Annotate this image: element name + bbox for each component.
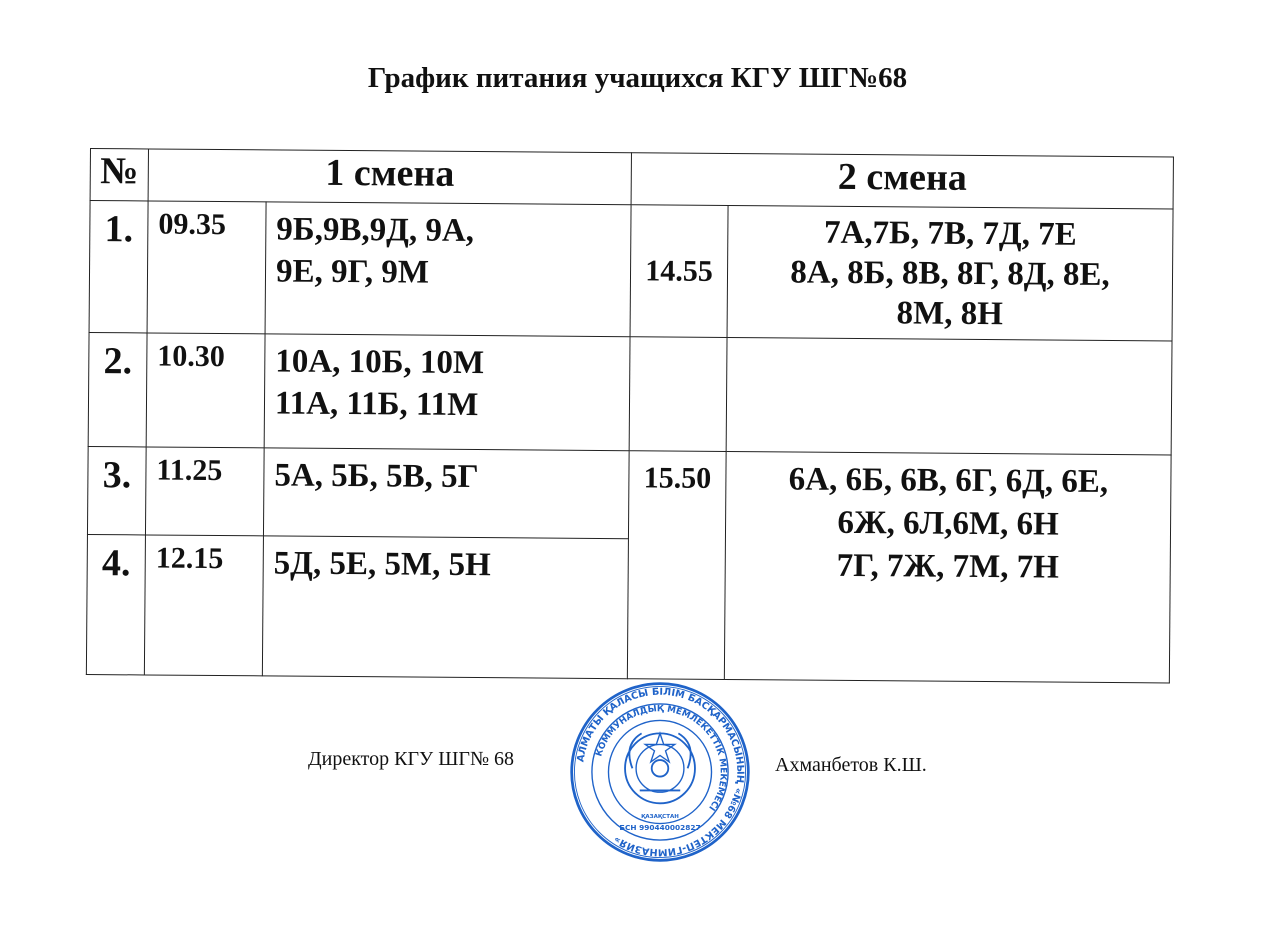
table-row xyxy=(88,332,1172,455)
class-list-line: 9Б,9В,9Д, 9А, xyxy=(276,211,475,250)
class-list-line: 6Ж, 6Л,6М, 6Н xyxy=(837,504,1059,543)
class-list-line: 8М, 8Н xyxy=(896,295,1004,333)
shift-1-time: 12.15 xyxy=(144,535,263,676)
class-list-line: 7А,7Б, 7В, 7Д, 7Е xyxy=(823,214,1077,253)
shift-1-classes xyxy=(263,448,629,539)
class-list-line: 9Е, 9Г, 9М xyxy=(275,253,430,291)
header-number: № xyxy=(90,149,148,201)
class-list-line: 6А, 6Б, 6В, 6Г, 6Д, 6Е, xyxy=(788,461,1109,501)
seal-country: ҚАЗАҚСТАН xyxy=(641,814,679,820)
shift-1-time: 11.25 xyxy=(145,447,264,536)
shift-1-classes xyxy=(265,202,631,337)
shift-1-classes xyxy=(262,536,628,679)
seal-bin: БСН 990440002827 xyxy=(619,822,701,832)
seal-inner-text: КОММУНАЛДЫҚ МЕМЛЕКЕТТІК МЕКЕМЕСІ xyxy=(594,704,728,813)
class-list-line: 10А, 10Б, 10М xyxy=(275,343,485,382)
document-title: График питания учащихся КГУ ШГ№68 xyxy=(367,62,908,94)
row-number: 4. xyxy=(86,534,145,674)
shift-2-classes xyxy=(724,452,1171,683)
class-list-line: 5А, 5Б, 5В, 5Г xyxy=(274,457,479,496)
table-row xyxy=(89,201,1173,342)
row-number: 3. xyxy=(87,446,146,534)
shift-1-classes xyxy=(264,334,630,451)
header-row xyxy=(90,149,1173,210)
shift-1-time: 09.35 xyxy=(147,201,266,334)
shift-2-time: 15.50 xyxy=(627,451,726,680)
class-list-line: 7Г, 7Ж, 7М, 7Н xyxy=(836,547,1060,586)
shift-1-time: 10.30 xyxy=(146,333,265,448)
shift-2-time: 14.55 xyxy=(630,205,728,338)
director-label: Директор КГУ ШГ№ 68 xyxy=(308,748,515,770)
class-list-line: 11А, 11Б, 11М xyxy=(274,385,479,424)
header-shift-1: 1 смена xyxy=(148,149,631,205)
row-number: 2. xyxy=(88,332,147,446)
shift-2-time xyxy=(629,337,727,452)
seal-outer-text: АЛМАТЫ ҚАЛАСЫ БІЛІМ БАСҚАРМАСЫНЫҢ «№68 МЕКТЕП-ГИМНАЗИЯ» xyxy=(575,686,746,858)
row-number: 1. xyxy=(89,201,148,333)
meal-schedule-table xyxy=(86,148,1174,683)
table-row xyxy=(87,446,1171,543)
class-list-line: 5Д, 5Е, 5М, 5Н xyxy=(273,545,491,584)
shift-2-classes xyxy=(726,338,1172,455)
class-list-line: 8А, 8Б, 8В, 8Г, 8Д, 8Е, xyxy=(790,254,1110,294)
shift-2-classes xyxy=(727,206,1173,341)
director-name: Ахманбетов К.Ш. xyxy=(775,754,927,776)
header-shift-2: 2 смена xyxy=(631,153,1173,209)
official-seal-icon xyxy=(568,680,752,864)
